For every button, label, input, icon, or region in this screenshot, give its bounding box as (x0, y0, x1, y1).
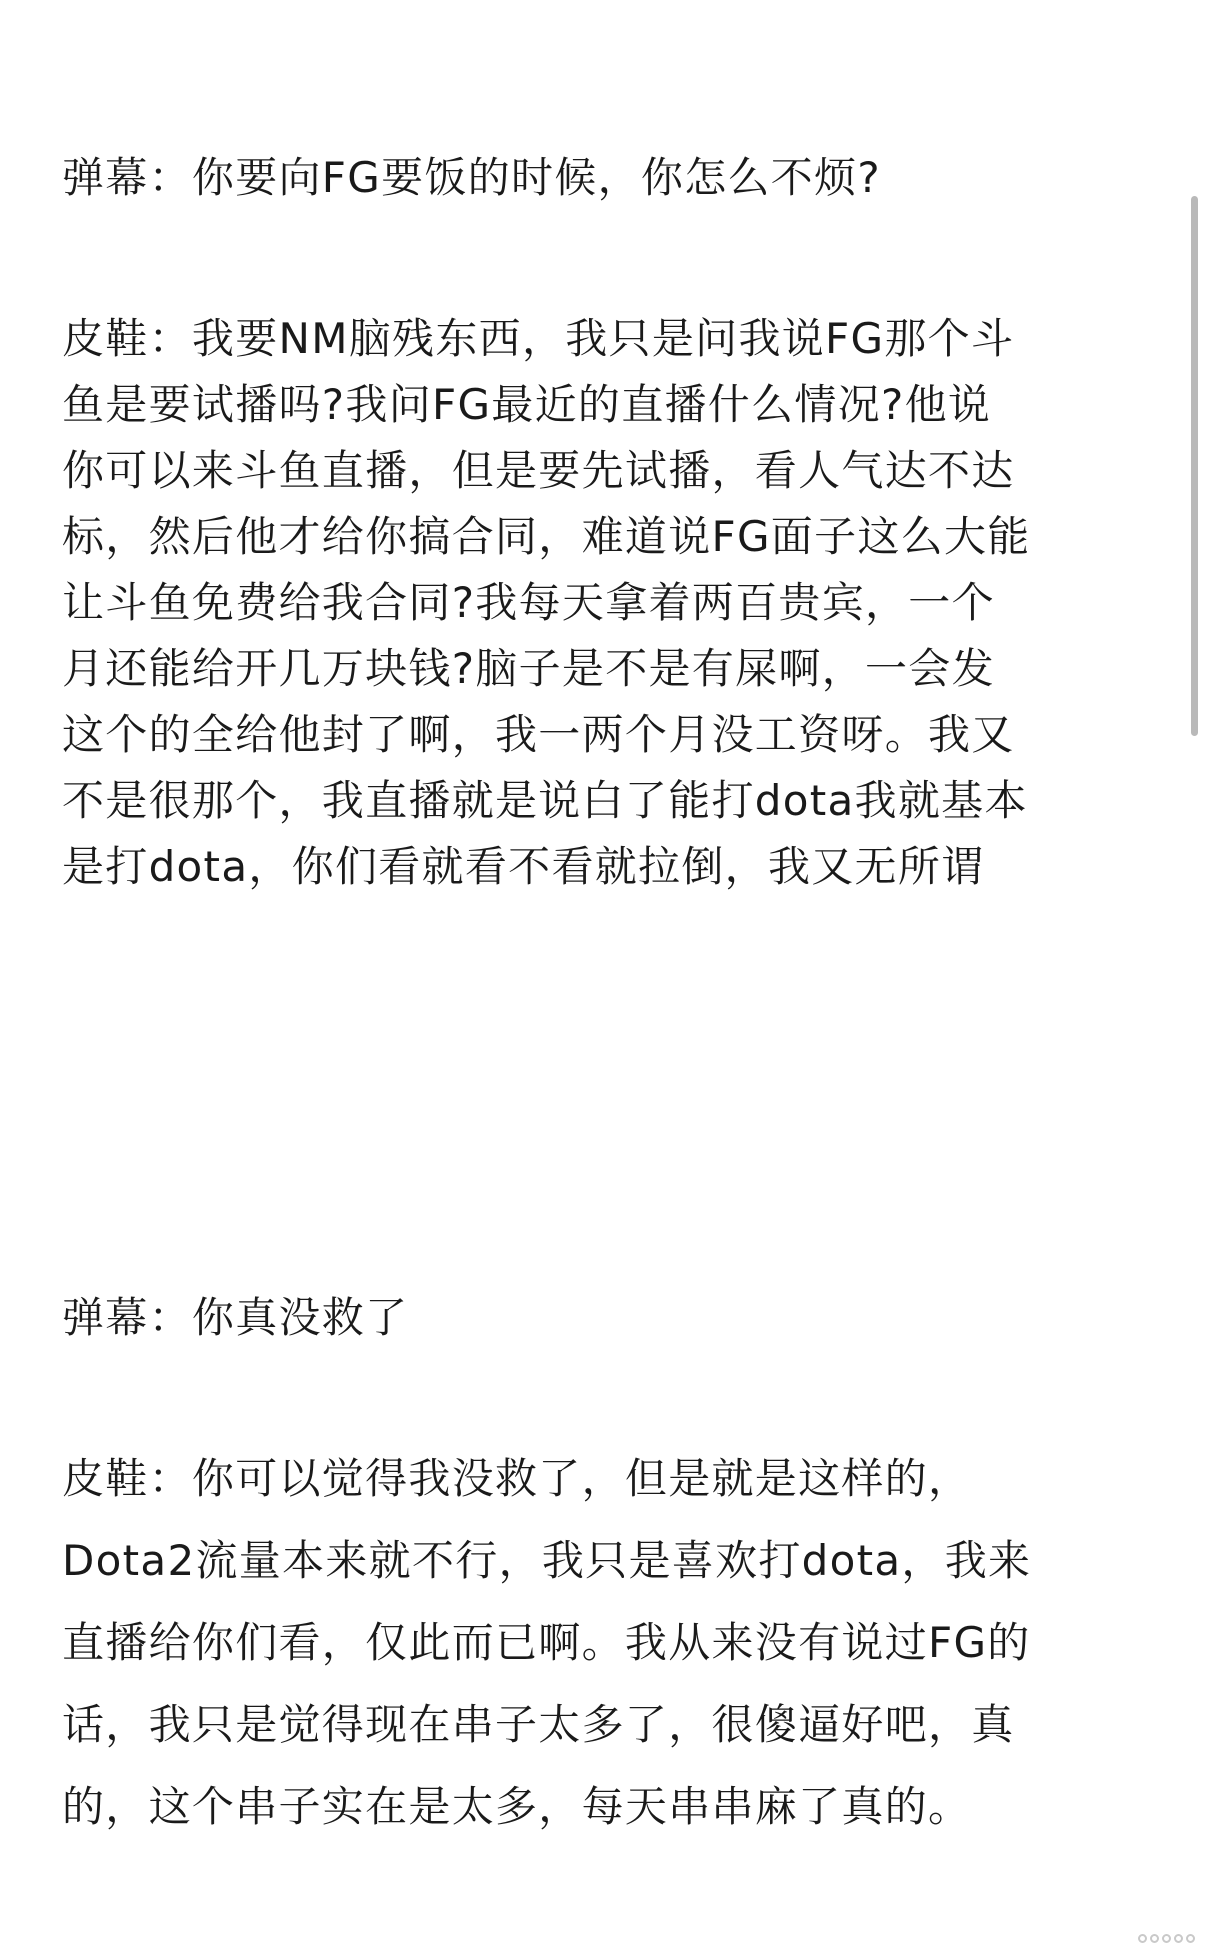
watermark-dot-icon (1138, 1934, 1147, 1943)
scrollbar-thumb[interactable] (1191, 196, 1198, 736)
pixie-line: 月还能给开几万块钱?脑子是不是有屎啊，一会发 (62, 644, 995, 693)
pixie-line: 标，然后他才给你搞合同，难道说FG面子这么大能 (62, 512, 1031, 561)
pixie-line: 话，我只是觉得现在串子太多了，很傻逼好吧，真 (62, 1700, 1015, 1749)
pixie-line: Dota2流量本来就不行，我只是喜欢打dota，我来 (62, 1536, 1032, 1585)
danmu-line: 弹幕：你真没救了 (62, 1293, 409, 1342)
pixie-line: 的，这个串子实在是太多，每天串串麻了真的。 (62, 1782, 972, 1831)
watermark-dot-icon (1174, 1934, 1183, 1943)
watermark-dot-icon (1186, 1934, 1195, 1943)
watermark-dot-icon (1162, 1934, 1171, 1943)
pixie-line: 你可以来斗鱼直播，但是要先试播，看人气达不达 (62, 446, 1015, 495)
pixie-line: 皮鞋：我要NM脑残东西，我只是问我说FG那个斗 (62, 314, 1015, 363)
pixie-line: 鱼是要试播吗?我问FG最近的直播什么情况?他说 (62, 380, 992, 429)
danmu-line: 弹幕：你要向FG要饭的时候，你怎么不烦? (62, 153, 881, 202)
pixie-line: 让斗鱼免费给我合同?我每天拿着两百贵宾，一个 (62, 578, 995, 627)
pixie-line: 这个的全给他封了啊，我一两个月没工资呀。我又 (62, 710, 1015, 759)
pixie-line: 是打dota，你们看就看不看就拉倒，我又无所谓 (62, 842, 985, 891)
pixie-line: 直播给你们看，仅此而已啊。我从来没有说过FG的 (62, 1618, 1031, 1667)
pixie-line: 不是很那个，我直播就是说白了能打dota我就基本 (62, 776, 1028, 825)
watermark-logo (1138, 1928, 1200, 1948)
watermark-dot-icon (1150, 1934, 1159, 1943)
pixie-line: 皮鞋：你可以觉得我没救了，但是就是这样的， (62, 1454, 972, 1503)
